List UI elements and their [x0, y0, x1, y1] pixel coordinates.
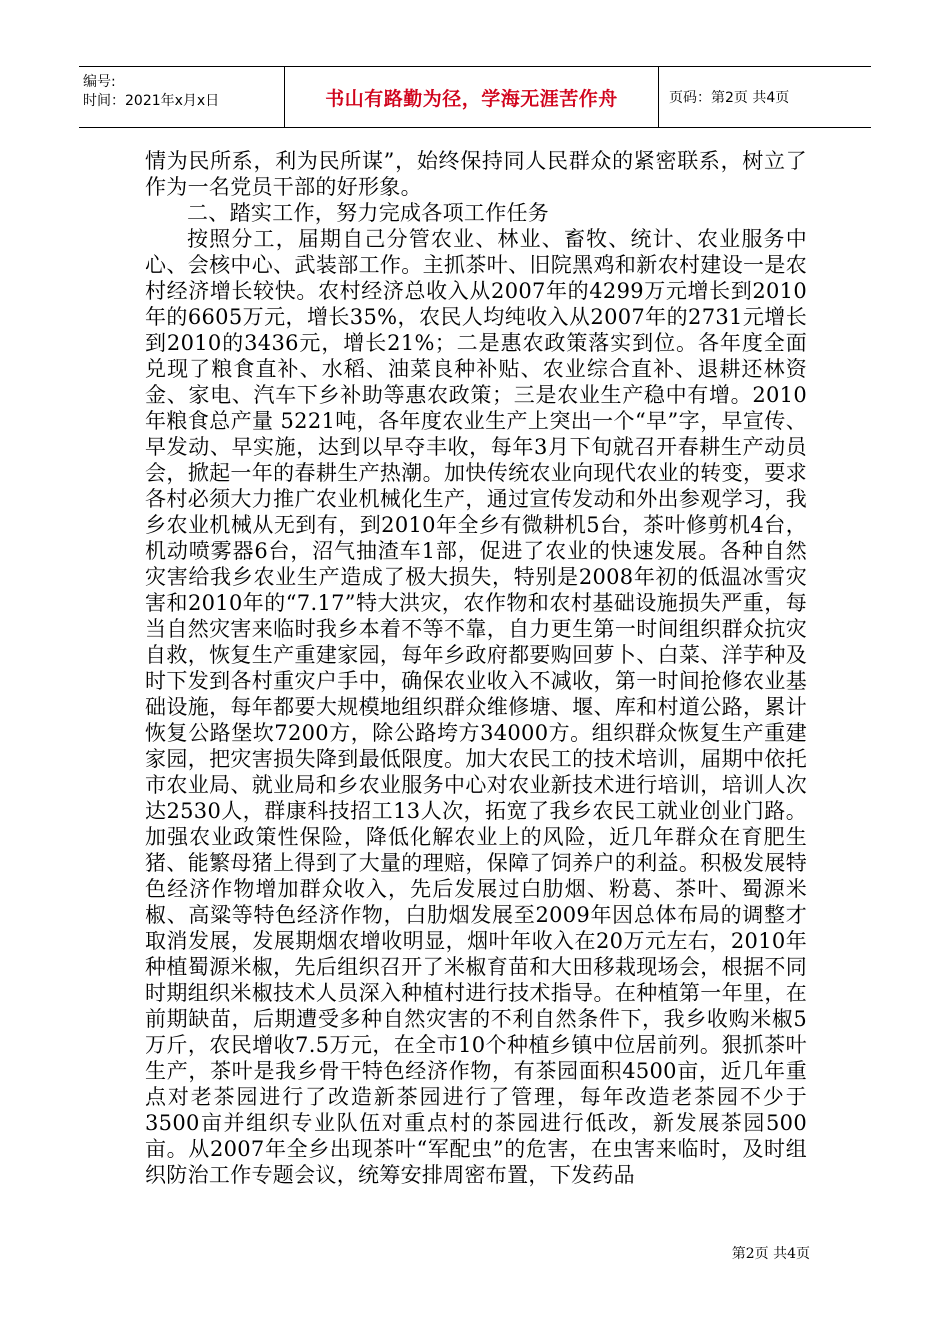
- page-header: [79, 66, 871, 128]
- motto-text: 书山有路勤为径，学海无涯苦作舟: [325, 87, 618, 110]
- paragraph-2: 按照分工，届期自己分管农业、林业、畜牧、统计、农业服务中心、会核中心、武装部工作。主抓茶叶、旧院黑鸡和新农村建设一是农村经济增长较快。农村经济总收入从2007年的4299万元增长到2010年的6605万元，增长35%，农民人均纯收入从2007年的2731元增长到2010的3436元，增长21%；二是惠农政策落实到位。各年度全面兑现了粮食直补、水稻、油菜良种补贴、农业综合直补、退耕还林资金、家电、汽车下乡补助等惠农政策；三是农业生产稳中有增。2010年粮食总产量 5221吨，各年度农业生产上突出一个“早”字，早宣传、早发动、早实施，达到以早夺丰收，每年3月下旬就召开春耕生产动员会，掀起一年的春耕生产热潮。加快传统农业向现代农业的转变，要求各村必须大力推广农业机械化生产，通过宣传发动和外出参观学习，我乡农业机械从无到有，到2010年全乡有微耕机5台，茶叶修剪机4台，机动喷雾器6台，沼气抽渣车1部，促进了农业的快速发展。各种自然灾害给我乡农业生产造成了极大损失，特别是2008年初的低温冰雪灾害和2010年的“7.17”特大洪灾，农作物和农村基础设施损失严重，每当自然灾害来临时我乡本着不等不靠，自力更生第一时间组织群众抗灾自救，恢复生产重建家园，每年乡政府都要购回萝卜、白菜、洋芋种及时下发到各村重灾户手中，确保农业收入不减收，第一时间抢修农业基础设施，每年都要大规模地组织群众维修塘、堰、库和村道公路，累计恢复公路堡坎7200方，除公路垮方34000方。组织群众恢复生产重建家园，把灾害损失降到最低限度。加大农民工的技术培训，届期中依托市农业局、就业局和乡农业服务中心对农业新技术进行培训，培训人次达2530人，群康科技招工13人次，拓宽了我乡农民工就业创业门路。加强农业政策性保险，降低化解农业上的风险，近几年群众在育肥生猪、能繁母猪上得到了大量的理赔，保障了饲养户的利益。积极发展特色经济作物增加群众收入，先后发展过白肋烟、粉葛、茶叶、蜀源米椒、高粱等特色经济作物，白肋烟发展至2009年因总体布局的调整才取消发展，发展期烟农增收明显，烟叶年收入在20万元左右，2010年种植蜀源米椒，先后组织召开了米椒育苗和大田移栽现场会，根据不同时期组织米椒技术人员深入种植村进行技术指导。在种植第一年里，在前期缺苗，后期遭受多种自然灾害的不利自然条件下，我乡收购米椒5万斤，农民增收7.5万元，在全市10个种植乡镇中位居前列。狠抓茶叶生产，茶叶是我乡骨干特色经济作物，有茶园面积4500亩，近几年重点对老茶园进行了改造新茶园进行了管理，每年改造老茶园不少于3500亩并组织专业队伍对重点村的茶园进行低改，新发展茶园500亩。从2007年全乡出现茶叶“军配虫”的危害，在虫害来临时，及时组织防治工作专题会议，统筹安排周密布置，下发药品: [145, 227, 807, 1187]
- header-page-label: 页码：第2页 共4页: [669, 90, 790, 106]
- page-footer: 第2页 共4页: [731, 1246, 810, 1262]
- header-meta: [79, 67, 285, 127]
- paragraph-1: 情为民所系，利为民所谋”，始终保持同人民群众的紧密联系，树立了作为一名党员干部的好形象。: [145, 149, 807, 199]
- header-page-cell: [659, 67, 871, 127]
- time-label: 时间：2021年x月x日: [83, 93, 220, 109]
- header-motto-cell: [285, 67, 659, 127]
- document-body: [145, 148, 807, 1188]
- number-label: 编号:: [83, 74, 116, 90]
- section-heading: 二、踏实工作，努力完成各项工作任务: [187, 201, 550, 225]
